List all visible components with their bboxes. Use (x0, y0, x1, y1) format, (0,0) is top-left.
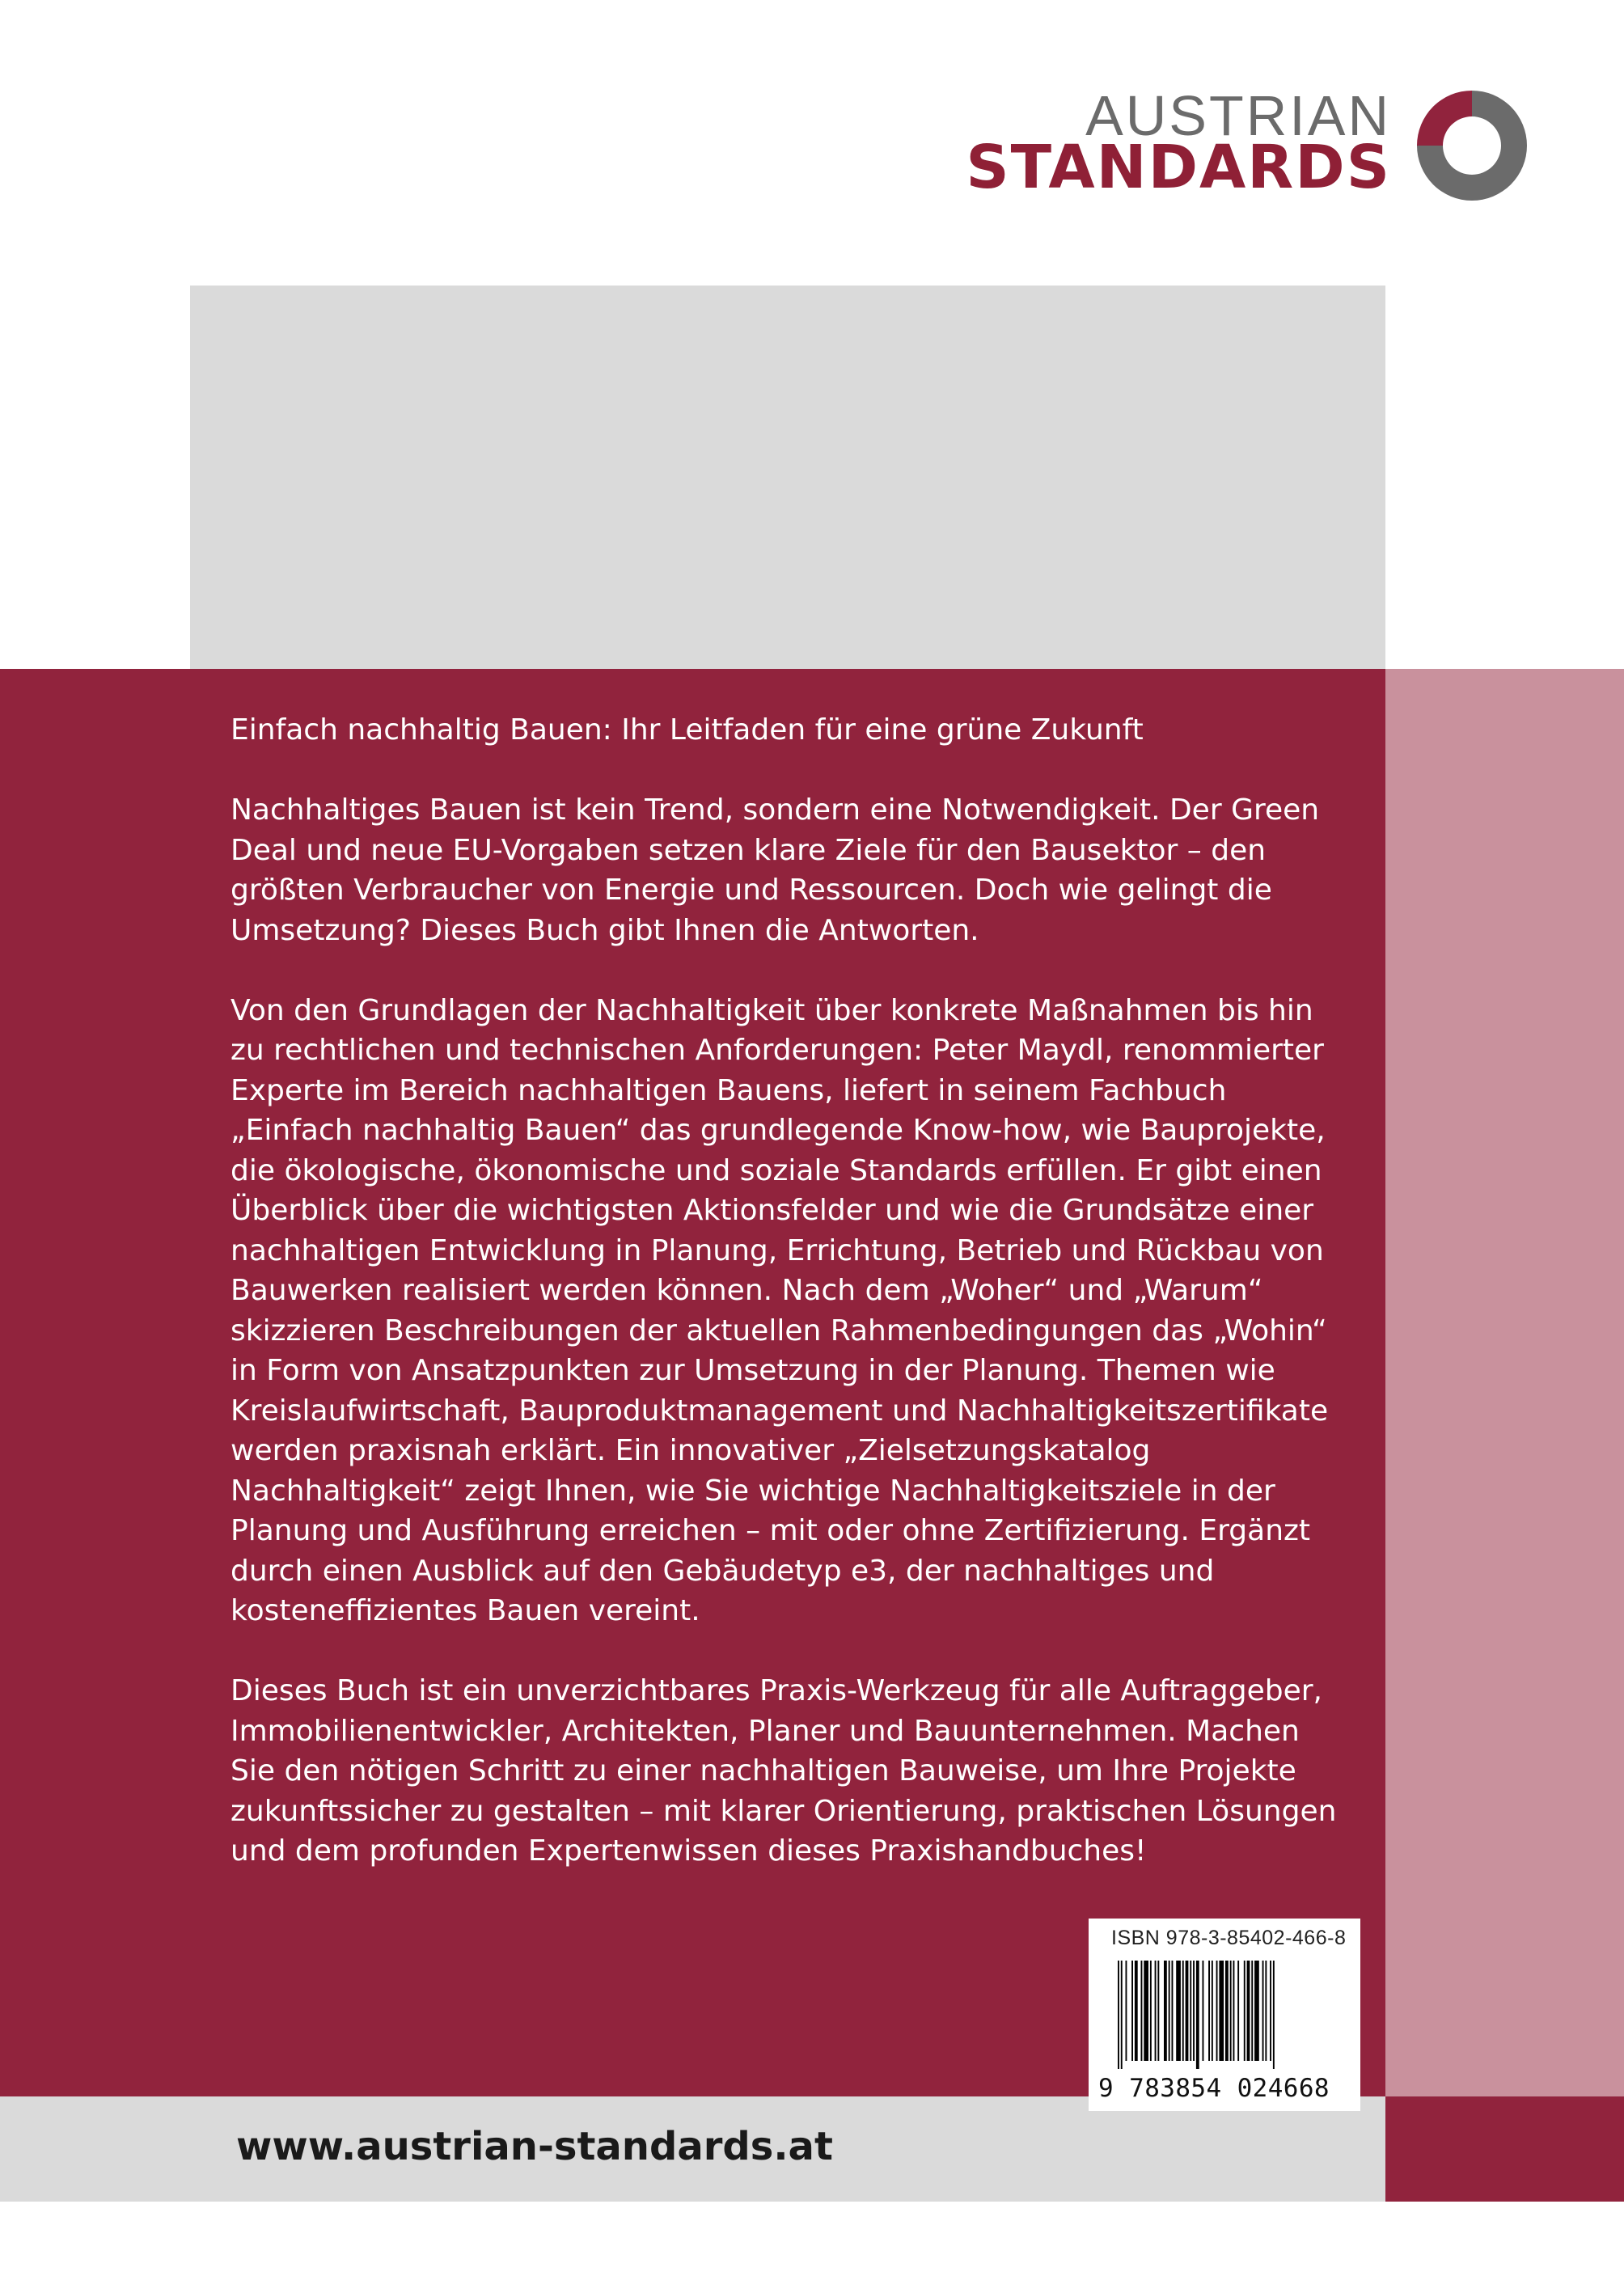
barcode-bar (1225, 1961, 1229, 2061)
barcode-bar (1172, 1961, 1174, 2061)
barcode-bar (1270, 1961, 1271, 2061)
isbn-label: ISBN 978-3-85402-466-8 (1111, 1927, 1347, 1949)
barcode-bar (1176, 1961, 1181, 2061)
barcode-bar (1251, 1961, 1253, 2061)
barcode-bar (1233, 1961, 1235, 2061)
blurb-paragraph-2: Von den Grundlagen der Nachhaltigkeit über konkrete Maßnahmen bis hin zu rechtlichen und technischen Anforderungen: Peter Maydl, renommierter Experte im Bereich nachhaltigen Bauens, liefert in seinem Fachbuch „Einfach nachhaltig Bauen“ das grundlegende Know-how, wie Bauprojekte, die ökologische, ökonomische und soziale Standards erfüllen. Er gibt einen Überblick über die wichtigsten Aktionsfelder und wie die Grundsätze einer nachhaltigen Entwicklung in Planung, Errichtung, Betrieb und Rückbau von Bauwerken realisiert werden können. Nach dem „Woher“ und „Warum“ skizzieren Beschreibungen der aktuellen Rahmenbedingungen das „Wohin“ in Form von Ansatzpunkten zur Umsetzung in der Planung. Themen wie Kreislaufwirtschaft, Bauproduktmanagement und Nachhaltigkeitszertifikate werden praxisnah erklärt. Ein innovativer „Zielsetzungskatalog Nachhaltigkeit“ zeigt Ihnen, wie Sie wichtige Nachhaltigkeitsziele in der Planung und Ausführung erreichen – mit oder ohne Zertifizierung. Ergänzt durch einen Ausblick auf den Gebäudetyp e3, der nachhaltiges und kosteneffizientes Bauen vereint. (230, 993, 1329, 1627)
barcode-bar (1144, 1961, 1148, 2061)
barcode-bar (1169, 1961, 1170, 2061)
barcode-bar (1265, 1961, 1267, 2061)
barcode-bar (1262, 1961, 1264, 2061)
barcode-bar (1212, 1961, 1213, 2061)
barcode-bar (1193, 1961, 1195, 2061)
barcode-bar (1164, 1961, 1167, 2061)
barcode-bar (1155, 1961, 1157, 2061)
barcode-bar (1216, 1961, 1218, 2061)
isbn-barcode-box (1089, 1919, 1360, 2111)
barcode-bar (1196, 1961, 1199, 2069)
isbn-digits: 9 783854 024668 (1098, 2074, 1330, 2103)
barcode-bar (1244, 1961, 1245, 2061)
barcode-bar (1118, 1961, 1119, 2069)
blurb-heading: Einfach nachhaltig Bauen: Ihr Leitfaden für eine grüne Zukunft (230, 713, 1144, 747)
logo-line-austrian: AUSTRIAN (1085, 84, 1391, 147)
barcode-bar (1208, 1961, 1210, 2061)
barcode-bar (1190, 1961, 1191, 2061)
barcode-bar (1247, 1961, 1250, 2061)
barcode-bar (1135, 1961, 1138, 2061)
barcode-bar (1182, 1961, 1184, 2061)
barcode-bar (1203, 1961, 1204, 2061)
barcode-bar (1219, 1961, 1224, 2061)
blurb-paragraph-1: Nachhaltiges Bauen ist kein Trend, sondern eine Notwendigkeit. Der Green Deal und neue EU-Vorgaben setzen klare Ziele für den Bausektor – den größten Verbraucher von Energie und Ressourcen. Doch wie gelingt die Umsetzung? Dieses Buch gibt Ihnen die Antworten. (230, 793, 1320, 947)
barcode-bar (1230, 1961, 1232, 2061)
footer-accent-strip (1385, 2096, 1624, 2202)
barcode-bar (1141, 1961, 1143, 2061)
barcode-bar (1237, 1961, 1239, 2061)
austrian-standards-logo (966, 81, 1537, 210)
website-url: www.austrian-standards.at (236, 2124, 833, 2169)
barcode-bar (1150, 1961, 1152, 2061)
side-accent-strip (1385, 669, 1624, 2096)
back-cover-text (230, 710, 1339, 1911)
barcode-bar (1126, 1961, 1127, 2061)
barcode-bar (1273, 1961, 1275, 2069)
blurb-paragraph-3: Dieses Buch ist ein unverzichtbares Praxis-Werkzeug für alle Auftraggeber, Immobilienentwickler, Architekten, Planer und Bauunternehmen. Machen Sie den nötigen Schritt zu einer nachhaltigen Bauweise, um Ihre Projekte zukunftssicher zu gestalten – mit klarer Orientierung, praktischen Lösungen und dem profunden Expertenwissen dieses Praxishandbuches! (230, 1674, 1337, 1868)
barcode-bar (1254, 1961, 1259, 2061)
barcode-bar (1121, 1961, 1123, 2069)
logo-line-standards: STANDARDS (966, 133, 1391, 202)
cover-image-placeholder (190, 286, 1385, 670)
barcode-bar (1186, 1961, 1189, 2061)
logo-ring-icon (1407, 81, 1537, 210)
barcode-image (1116, 1961, 1339, 2069)
barcode-bar (1157, 1961, 1159, 2061)
barcode-bar (1131, 1961, 1133, 2061)
